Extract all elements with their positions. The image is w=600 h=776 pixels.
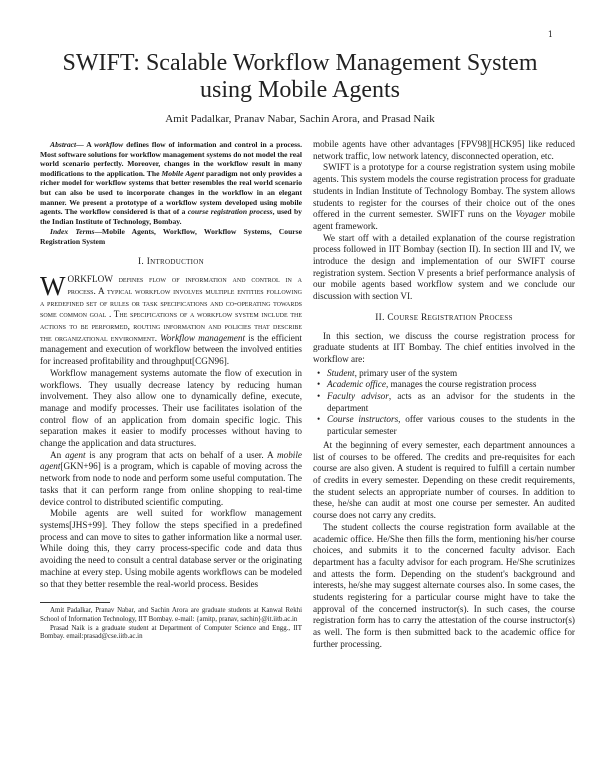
right-paragraph-2: SWIFT is a prototype for a course registration system using mobile agents. This system models the course registration process for graduate students in Indian Institute of Technology Bombay. The system allows students to register for the courses of their choice out of the ones offered in the current semester. SWIFT runs on the Voyager mobile agent framework.	[313, 162, 575, 231]
intro-paragraph-1: WORKFLOW defines flow of information and control in a process. A typical workflow involves multiple entities following a predefined set of rules or task specifications and co-operating towards some common goal . The specifications of a workflow system include the actions to be performed, routing information and policies that describe the organizational environment. Workflow management is the efficient management and execution of workflow between the involved entities for increased profitability and throughput[CGN96].	[40, 271, 302, 367]
drop-cap: W	[40, 271, 66, 302]
paper-title	[0, 50, 600, 104]
section2-paragraph-2: At the beginning of every semester, each department announces a list of courses to be offered. The credits and pre-requisites for each course are also given. A student is required to fulfill a certain number of credits in every semester. Depending on these credit requirements, the student selects an appropriate number of courses. In addition to these, he/she can audit at most one course per semester. An audited course does not carry any credits.	[313, 439, 575, 521]
section-heading-introduction: I. Introduction	[138, 256, 204, 267]
intro-paragraph-2: Workflow management systems automate the flow of execution in workflows. They usually decrease latency by reducing human involvement. They also allow one to dynamically define, execute, manage and modify processes. Their use facilitates isolation of the control flow of an application from domain specific logic. This separation makes it easier to modify processes without having to change the application and data structures.	[40, 367, 302, 449]
right-column	[313, 139, 575, 651]
right-paragraph-3: We start off with a detailed explanation of the course registration process followed in IIT Bombay (section II). In section III and IV, we introduce the design and implementation of our SWIFT course registration system. Section V presents a brief performance analysis of our mobile agents based workflow system and we conclude our discussion with section VI.	[313, 232, 575, 302]
list-item: • Faculty advisor, acts as an advisor for the students in the department	[327, 391, 575, 414]
list-item: • Academic office, manages the course registration process	[327, 379, 575, 391]
right-paragraph-1: mobile agents have other advantages [FPV98][HCK95] like reduced network traffic, low network latency, disconnected operation, etc.	[313, 139, 575, 161]
left-column	[40, 140, 302, 642]
intro-paragraph-4: Mobile agents are well suited for workflow management systems[JHS+99]. They follow the steps specified in a predefined process and can move to sites to gather information like a normal user. While doing this, they carry process-specific code and data thus avoiding the need to consult a central database server or the originating machine at every step. Using mobile agents workflows can be modeled so that they better resemble the real-world process. Besides	[40, 508, 303, 589]
section2-paragraph-3: The student collects the course registration form available at the academic office. He/She then fills the form, mentioning his/her course choices, and submits it to the concerned faculty advisor. Each department has a faculty advisor for each program. He/She scrutinizes and attests the form. Depending on the student's background and interests, he/she may suggest alternate courses also. In some cases, the students registering for a particular course might have to take the approval of the concerned instructor(s). In such cases, the course registration form has to carry the attestation of the course instructor(s) as well. The form is then submitted back to the academic office for further processing.	[313, 521, 575, 649]
page-number: 1	[547, 30, 553, 39]
abstract: Abstract— A workflow defines flow of information and control in a process. Most software solutions for workflow management systems do not model the real world scenario perfectly. Moreover, changes in the workflow result in many modifications to the application. The Mobile Agent paradigm not only provides a richer model for workflow systems that better resembles the real world scenario but can also be used to incorporate changes in the workflow in an elegant manner. We present a prototype of a workflow system developed using mobile agents. The workflow considered is that of a course registration process, used by the Indian Institute of Technology, Bombay.	[40, 140, 303, 226]
abstract-label: Abstract	[50, 140, 77, 149]
entity-list	[313, 368, 575, 438]
list-item: • Student, primary user of the system	[327, 368, 575, 380]
intro-paragraph-3: An agent is any program that acts on behalf of a user. A mobile agent[GKN+96] is a program, which is capable of moving across the network from node to node and perform some useful computation. The tasks that it can perform range from online shopping to real-time device control to distributed scientific computing.	[40, 449, 302, 507]
title-line-2: using Mobile Agents	[199, 77, 400, 103]
footnote-rule	[40, 602, 110, 603]
footnote-2: Prasad Naik is a graduate student at Department of Computer Science and Engg., IIT Bombay. email:prasad@cse.iitb.ac.in	[40, 624, 302, 641]
title-line-1: SWIFT: Scalable Workflow Management System	[62, 50, 538, 76]
authors: Amit Padalkar, Pranav Nabar, Sachin Arora, and Prasad Naik	[165, 113, 435, 125]
section-heading-course-registration: II. Course Registration Process	[375, 312, 513, 323]
list-item: • Course instructors, offer various couses to the students in the particular semester	[327, 414, 575, 437]
footnote-1: Amit Padalkar, Pranav Nabar, and Sachin Arora are graduate students at Kanwal Rekhi School of Information Technology, IIT Bombay. e-mail: {amitp, pranav, sachin}@it.iitb.ac.in	[40, 607, 302, 623]
index-terms: Index Terms—Mobile Agents, Workflow, Workflow Systems, Course Registration System	[40, 227, 302, 246]
section2-paragraph-1: In this section, we discuss the course registration process for graduate students at IIT Bombay. The chief entities involved in the workflow are:	[313, 330, 575, 364]
